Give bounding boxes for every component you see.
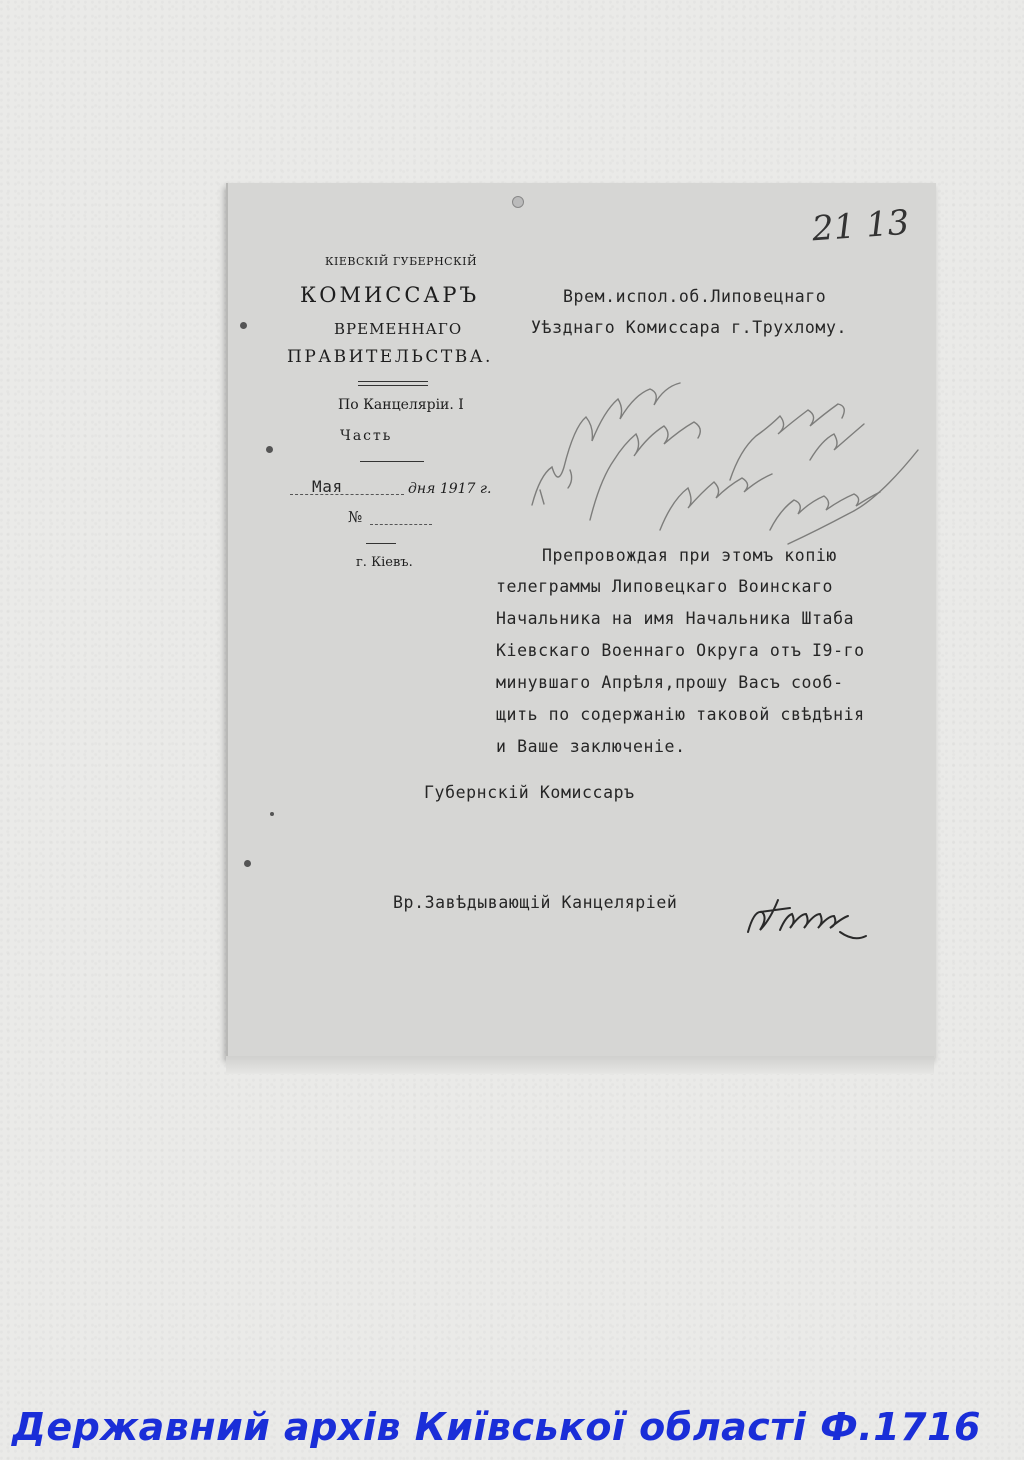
- archive-sheet-number: 21 13: [810, 202, 911, 250]
- date-month: Мая: [312, 477, 343, 496]
- addressee-line1: Врем.испол.об.Липовецнаго: [563, 287, 827, 306]
- divider: [360, 461, 424, 462]
- number-sign: №: [348, 508, 363, 526]
- body-line: Кіевскаго Военнаго Округа отъ I9-го: [496, 641, 865, 660]
- city-label: г. Кіевъ.: [356, 555, 413, 570]
- divider: [366, 543, 396, 544]
- letterhead-line4: ПРАВИТЕЛЬСТВА.: [287, 347, 493, 367]
- letterhead-title: КОМИССАРЪ: [300, 283, 480, 307]
- punch-hole: [270, 812, 274, 816]
- body-line: щить по содержанію таковой свѣдѣнія: [496, 705, 865, 724]
- body-line: телеграммы Липовецкаго Воинскаго: [496, 577, 834, 596]
- date-underline: [290, 494, 404, 495]
- body-line: Препровождая при этомъ копію: [542, 546, 837, 565]
- body-line: Начальника на имя Начальника Штаба: [496, 609, 855, 628]
- body-line: и Ваше заключеніе.: [496, 737, 686, 756]
- punch-hole: [244, 860, 251, 867]
- sheet-shadow: [226, 1056, 934, 1074]
- archive-caption: Державний архів Київської області Ф.1716: [12, 1405, 981, 1449]
- letterhead-line3: ВРЕМЕННАГО: [334, 320, 463, 338]
- signatory-title: Губернскій Комиссаръ: [424, 783, 635, 802]
- punch-hole: [512, 196, 524, 208]
- punch-hole: [240, 322, 247, 329]
- date-text: дня 1917 г.: [408, 481, 492, 497]
- divider: [358, 385, 428, 386]
- pencil-resolution-handwriting: [510, 320, 930, 550]
- divider: [358, 381, 428, 382]
- body-line: минувшаго Апрѣля,прошу Васъ сооб-: [496, 673, 844, 692]
- punch-hole: [266, 446, 273, 453]
- number-underline: [370, 524, 432, 525]
- letterhead-line1: КІЕВСКІЙ ГУБЕРНСКІЙ: [325, 255, 478, 268]
- clerk-title: Вр.Завѣдывающій Канцеляріей: [393, 893, 678, 912]
- handwritten-signature: [740, 892, 880, 952]
- part-label: Часть: [340, 428, 393, 444]
- office-label: По Канцеляріи. I: [338, 397, 464, 413]
- addressee-line2: Уѣзднаго Комиссара г.Трухлому.: [531, 318, 848, 337]
